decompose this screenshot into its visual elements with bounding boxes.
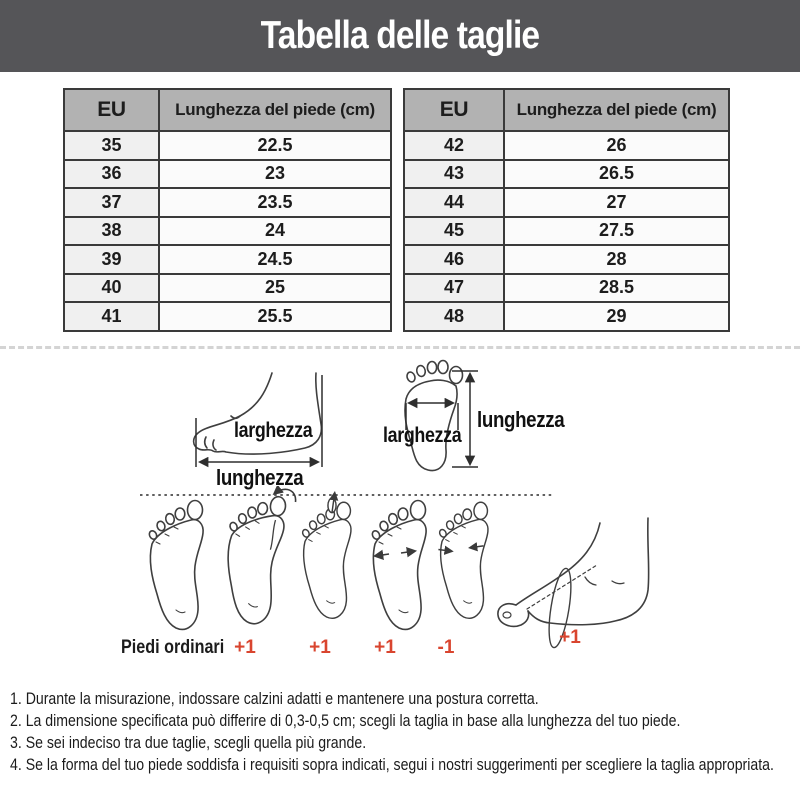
table-row (64, 160, 391, 189)
eu-cell: 38 (64, 217, 159, 246)
eu-cell: 40 (64, 274, 159, 303)
adjustment-label: -1 (437, 637, 455, 658)
length-cell: 28.5 (504, 274, 729, 303)
column-header-eu: EU (64, 89, 159, 131)
eu-cell: 41 (64, 302, 159, 331)
ordinary-feet-label: Piedi ordinari (121, 637, 225, 658)
dashed-divider (0, 346, 800, 349)
table-header-row (404, 89, 729, 131)
table-row (64, 131, 391, 160)
eu-cell: 35 (64, 131, 159, 160)
table-row (64, 188, 391, 217)
table-row (64, 217, 391, 246)
table-row (64, 274, 391, 303)
eu-cell: 37 (64, 188, 159, 217)
table-header-row (64, 89, 391, 131)
eu-cell: 36 (64, 160, 159, 189)
table-row (404, 217, 729, 246)
footprint-normal (148, 501, 203, 630)
adjustment-label: +1 (234, 637, 256, 658)
table-row (404, 245, 729, 274)
top-width-label: larghezza (383, 424, 462, 447)
length-cell: 23 (159, 160, 391, 189)
eu-cell: 39 (64, 245, 159, 274)
length-cell: 26 (504, 131, 729, 160)
footprint-narrow (438, 502, 488, 618)
footprint-bunion (219, 486, 297, 627)
note-line: 2. La dimensione specificata può differire di 0,3-0,5 cm; scegli la taglia in base alla lunghezza del tuo piede. (10, 711, 681, 730)
eu-cell: 46 (404, 245, 504, 274)
note-line: 4. Se la forma del tuo piede soddisfa i requisiti sopra indicati, segui i nostri suggerimenti per scegliere la taglia appropriata. (10, 755, 774, 774)
footprint-long-second-toe (301, 493, 351, 618)
adjustment-label: +1 (309, 637, 331, 658)
length-cell: 24 (159, 217, 391, 246)
eu-cell: 42 (404, 131, 504, 160)
length-cell: 29 (504, 302, 729, 331)
length-cell: 27 (504, 188, 729, 217)
size-table-eu-35-41 (63, 88, 392, 332)
foot-types-illustrations (0, 486, 800, 658)
length-cell: 28 (504, 245, 729, 274)
eu-cell: 44 (404, 188, 504, 217)
length-cell: 27.5 (504, 217, 729, 246)
table-row (404, 188, 729, 217)
table-row (404, 160, 729, 189)
adjustment-label: +1 (374, 637, 396, 658)
length-cell: 23.5 (159, 188, 391, 217)
top-length-label: lunghezza (477, 407, 565, 432)
header-banner (0, 0, 800, 72)
notes-section (10, 688, 799, 776)
adjustment-label: +1 (559, 627, 581, 648)
eu-cell: 43 (404, 160, 504, 189)
note-line: 3. Se sei indeciso tra due taglie, scegli quella più grande. (10, 733, 367, 752)
eu-cell: 48 (404, 302, 504, 331)
length-cell: 25 (159, 274, 391, 303)
length-cell: 24.5 (159, 245, 391, 274)
column-header-length: Lunghezza del piede (cm) (504, 89, 729, 131)
column-header-eu: EU (404, 89, 504, 131)
size-table-eu-42-48 (403, 88, 730, 332)
column-header-length: Lunghezza del piede (cm) (159, 89, 391, 131)
note-line: 1. Durante la misurazione, indossare calzini adatti e mantenere una postura corretta. (10, 689, 539, 708)
table-row (404, 274, 729, 303)
side-width-label: larghezza (234, 419, 313, 442)
footprint-wide (371, 501, 426, 630)
table-row (64, 245, 391, 274)
length-cell: 25.5 (159, 302, 391, 331)
side-length-label: lunghezza (216, 465, 304, 490)
table-row (64, 302, 391, 331)
eu-cell: 45 (404, 217, 504, 246)
length-cell: 26.5 (504, 160, 729, 189)
foot-top-view-drawing (405, 361, 463, 471)
table-row (404, 131, 729, 160)
page-title: Tabella delle taglie (260, 14, 540, 57)
length-cell: 22.5 (159, 131, 391, 160)
table-row (404, 302, 729, 331)
eu-cell: 47 (404, 274, 504, 303)
